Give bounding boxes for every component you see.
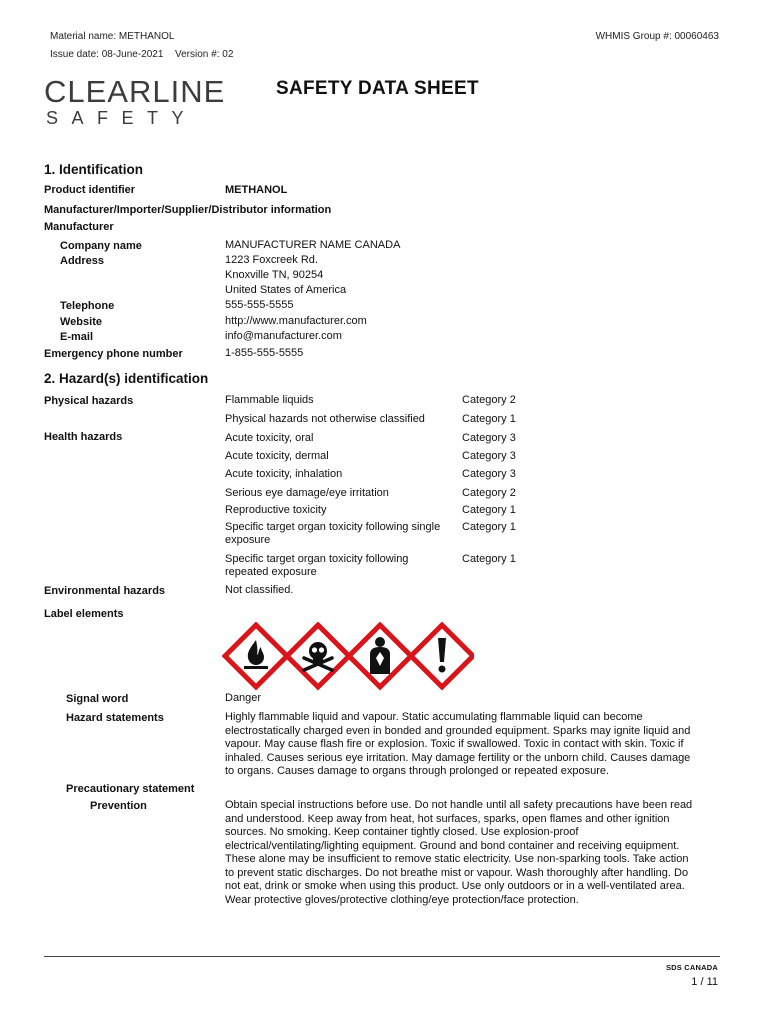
hazard-class-name: Acute toxicity, inhalation — [225, 468, 343, 480]
hazard-category: Category 3 — [462, 468, 516, 480]
precautionary-statement-label: Precautionary statement — [66, 783, 195, 795]
company-logo — [44, 76, 225, 127]
manufacturer-label: Manufacturer — [44, 221, 114, 233]
hazard-statement-line: vapour. May cause flash fire or explosion. Toxic if swallowed. Toxic in contact with skin. Toxic if — [225, 738, 684, 750]
email-link[interactable]: info@manufacturer.com — [225, 330, 342, 342]
prevention-text — [225, 799, 725, 907]
hazard-category: Category 1 — [462, 504, 516, 516]
hazard-statements-label: Hazard statements — [66, 712, 164, 724]
telephone-value: 555-555-5555 — [225, 299, 294, 311]
hazard-statements-text — [225, 711, 725, 779]
company-name-label: Company name — [60, 240, 142, 252]
flame-icon — [225, 625, 287, 687]
hazard-category: Category 1 — [462, 413, 516, 425]
product-identifier-value: METHANOL — [225, 184, 288, 196]
website-label: Website — [60, 316, 102, 328]
footer-divider — [44, 956, 720, 957]
hazard-statement-line: electrostatically charged even in bonded and grounded equipment. Sparks may ignite liquid and — [225, 724, 691, 737]
hazard-class-name-cont: repeated exposure — [225, 566, 317, 578]
telephone-label: Telephone — [60, 300, 115, 312]
health-hazard-icon — [349, 625, 411, 687]
version-number: Version #: 02 — [175, 49, 234, 60]
environmental-hazards-value: Not classified. — [225, 584, 294, 596]
section-identification-heading: 1. Identification — [44, 162, 144, 177]
hazard-class-name-cont: exposure — [225, 534, 271, 546]
hazard-class-name: Specific target organ toxicity following single — [225, 521, 441, 533]
address-line-2: Knoxville TN, 90254 — [225, 269, 324, 281]
health-hazards-label: Health hazards — [44, 431, 123, 443]
hazard-class-name: Specific target organ toxicity following — [225, 553, 409, 565]
physical-hazards-label: Physical hazards — [44, 395, 134, 407]
material-name: Material name: METHANOL — [50, 31, 175, 42]
prevention-line: to prevent static discharges. Do not breathe mist or vapour. Wash thoroughly after handling. Do — [225, 866, 689, 879]
prevention-line: electrical/ventilating/lighting equipment. Ground and bond container and receiving equipment. — [225, 839, 680, 852]
prevention-line: These alone may be insufficient to remove static electricity. Use non-sparking tools. Take action — [225, 853, 689, 865]
hazard-class-name: Flammable liquids — [225, 394, 314, 406]
footer-sds-label: SDS CANADA — [665, 963, 718, 972]
prevention-label: Prevention — [90, 800, 147, 812]
whmis-group: WHMIS Group #: 00060463 — [595, 31, 719, 42]
ghs-pictograms — [222, 622, 474, 692]
hazard-category: Category 3 — [462, 450, 516, 462]
prevention-line: Obtain special instructions before use. Do not handle until all safety precautions have been read — [225, 799, 693, 811]
prevention-line: Wear protective gloves/protective clothing/eye protection/face protection. — [225, 893, 579, 906]
page-number: 1 / 11 — [691, 976, 718, 988]
hazard-class-name: Serious eye damage/eye irritation — [225, 487, 389, 499]
signal-word-value: Danger — [225, 692, 262, 704]
section-hazards-heading: 2. Hazard(s) identification — [44, 371, 209, 386]
address-label: Address — [60, 255, 105, 267]
hazard-statement-line: Highly flammable liquid and vapour. Static accumulating flammable liquid can become — [225, 711, 643, 723]
issue-date: Issue date: 08-June-2021 — [50, 49, 164, 60]
prevention-line: sources. No smoking. Keep container tightly closed. Use explosion-proof — [225, 826, 579, 838]
logo-bottom-text: SAFETY — [46, 108, 198, 128]
manufacturer-info-label: Manufacturer/Importer/Supplier/Distributor information — [44, 204, 332, 216]
hazard-category: Category 2 — [462, 394, 516, 406]
emergency-phone-label: Emergency phone number — [44, 348, 183, 360]
environmental-hazards-label: Environmental hazards — [44, 585, 166, 597]
hazard-statement-line: inhaled. Causes serious eye irritation. May damage fertility or the unborn child. Causes damage — [225, 751, 691, 764]
website-link[interactable]: http://www.manufacturer.com — [225, 315, 367, 327]
exclamation-icon — [411, 625, 473, 687]
document-title: SAFETY DATA SHEET — [276, 78, 479, 99]
skull-crossbones-icon — [287, 625, 349, 687]
address-line-1: 1223 Foxcreek Rd. — [225, 254, 318, 266]
product-identifier-label: Product identifier — [44, 184, 136, 196]
signal-word-label: Signal word — [66, 693, 129, 705]
label-elements-label: Label elements — [44, 608, 124, 620]
emergency-phone-value: 1-855-555-5555 — [225, 347, 304, 359]
hazard-category: Category 2 — [462, 487, 516, 499]
company-name-value: MANUFACTURER NAME CANADA — [225, 239, 401, 251]
email-label: E-mail — [60, 331, 94, 343]
prevention-line: not eat, drink or smoke when using this product. Use only outdoors or in a well-ventilated area. — [225, 880, 685, 892]
logo-top-text: CLEARLINE — [44, 74, 226, 109]
hazard-category: Category 3 — [462, 432, 516, 444]
hazard-class-name: Reproductive toxicity — [225, 504, 327, 516]
hazard-class-name: Acute toxicity, dermal — [225, 450, 329, 462]
address-line-3: United States of America — [225, 284, 347, 296]
hazard-category: Category 1 — [462, 553, 516, 565]
hazard-class-name: Acute toxicity, oral — [225, 432, 314, 444]
prevention-line: and understood. Keep away from heat, hot surfaces, sparks, open flames and other ignition — [225, 812, 670, 825]
hazard-class-name: Physical hazards not otherwise classified — [225, 413, 425, 425]
hazard-statement-line: to organs. Causes damage to organs through prolonged or repeated exposure. — [225, 765, 610, 777]
hazard-category: Category 1 — [462, 521, 516, 533]
